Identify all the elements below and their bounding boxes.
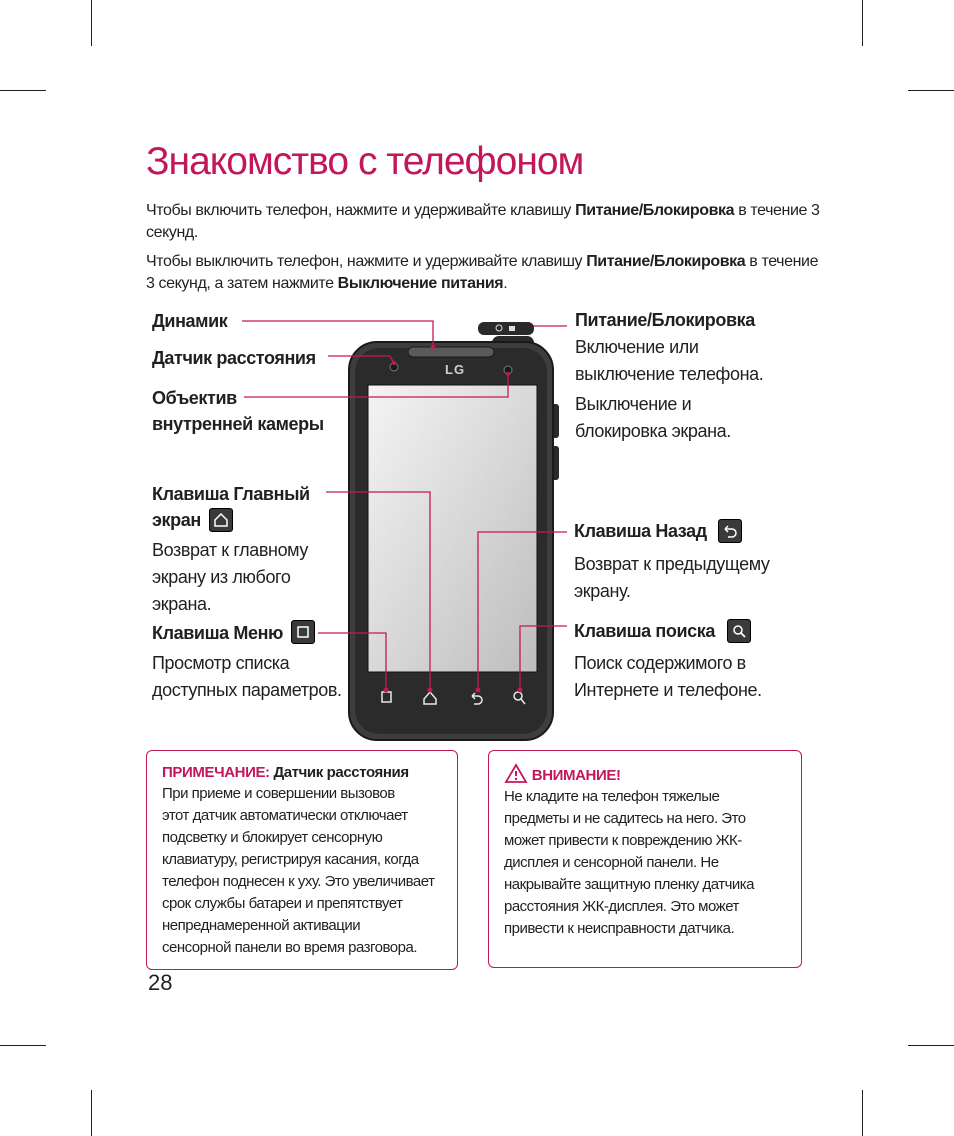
brand-logo: LG [445, 362, 466, 377]
key-name: Питание/Блокировка [575, 202, 735, 219]
home-key-icon [209, 508, 233, 532]
intro-paragraph-off: Чтобы выключить телефон, нажмите и удерживайте клавишу Питание/Блокировка в течение 3 секунд, а затем нажмите Выключение питания. [146, 253, 819, 292]
callout-speaker: Динамик [152, 311, 228, 331]
search-key-description: Поиск содержимого в Интернете и телефоне. [574, 653, 762, 700]
warning-triangle-icon [504, 763, 528, 783]
note-body: При приеме и совершении вызовов этот датчик автоматически отключает подсветку и блокирует сенсорную клавиатуру, регистрируя касания, когда телефон поднесен к уху. Это увеличивает срок службы батареи и препятствует непреднамеренной активации сенсорной панели во время разговора. [162, 785, 435, 956]
callout-menu-key: Клавиша Меню [152, 623, 284, 643]
lock-icon [509, 326, 515, 331]
callout-back-key: Клавиша Назад [574, 521, 707, 541]
power-key-detail [478, 322, 534, 335]
back-key-description: Возврат к предыдущему экрану. [574, 554, 770, 601]
callout-power-key: Питание/Блокировка [575, 310, 755, 330]
note-title: Датчик расстояния [273, 764, 409, 781]
callout-front-camera: Объектив внутренней камеры [152, 388, 324, 434]
menu-key-icon [291, 620, 315, 644]
warning-box [488, 750, 802, 968]
key-name: Выключение питания [337, 275, 504, 292]
power-key-description-on: Включение или выключение телефона. [575, 337, 764, 384]
callout-proximity-sensor: Датчик расстояния [152, 348, 316, 368]
warning-header [504, 763, 793, 786]
callout-home-key: Клавиша Главный экран [152, 484, 310, 530]
page-number: 28 [148, 970, 173, 995]
search-key-icon [727, 619, 751, 643]
back-key-icon [718, 519, 742, 543]
warning-label: ВНИМАНИЕ! [531, 767, 621, 784]
warning-body: Не кладите на телефон тяжелые предметы и не садитесь на него. Это может привести к повреждению ЖК- дисплея и сенсорной панели. Не накрывайте защитную пленку датчика расстояния ЖК-дисплея. Это может привести к неисправности датчика. [504, 788, 755, 937]
callout-search-key: Клавиша поиска [574, 621, 715, 641]
note-header [162, 763, 449, 783]
note-label: ПРИМЕЧАНИЕ: [162, 764, 270, 781]
page-title: Знакомство с телефоном [146, 140, 584, 183]
power-key-description-lock: Выключение и блокировка экрана. [575, 394, 731, 441]
key-name: Питание/Блокировка [586, 253, 746, 270]
note-box [146, 750, 458, 970]
home-key-description: Возврат к главному экрану из любого экрана. [152, 540, 308, 614]
menu-key-description: Просмотр списка доступных параметров. [152, 653, 342, 700]
intro-paragraph-on: Чтобы включить телефон, нажмите и удерживайте клавишу Питание/Блокировка в течение 3 секунд. [146, 202, 820, 241]
